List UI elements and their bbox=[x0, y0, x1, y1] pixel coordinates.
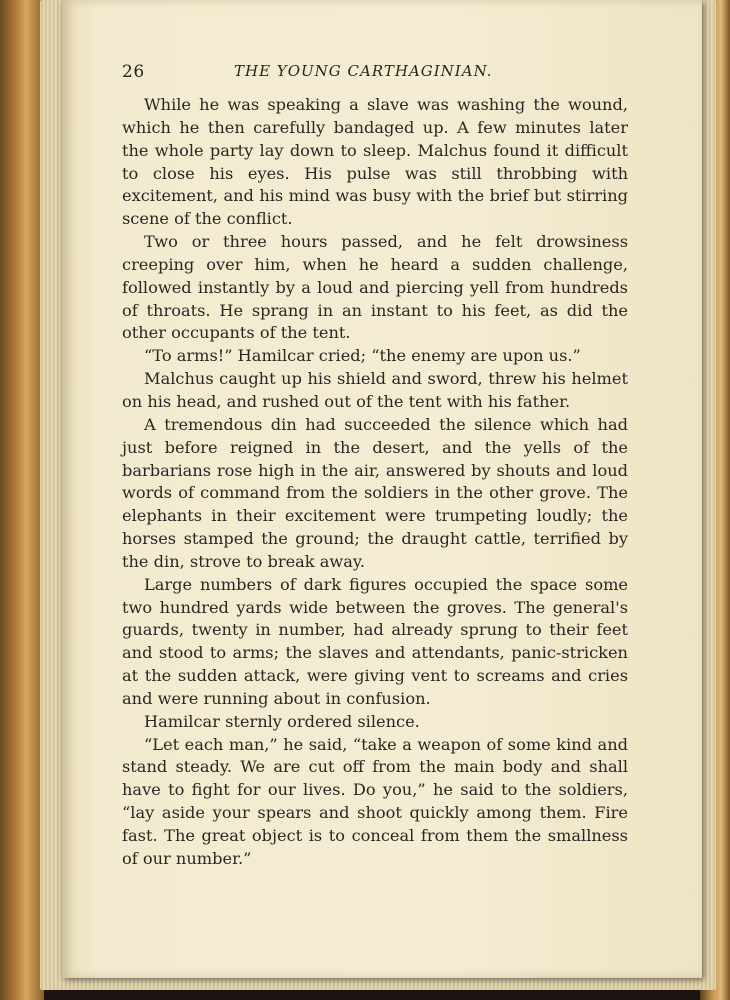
running-title: THE YOUNG CARTHAGINIAN. bbox=[234, 62, 493, 80]
paragraph: Hamilcar sternly ordered silence. bbox=[144, 711, 420, 731]
paragraph: Malchus caught up his shield and sword, threw his helmet on his head, and rushed out of the tent with his father. bbox=[122, 369, 628, 411]
paragraph: Two or three hours passed, and he felt drowsiness creeping over him, when he heard a sudden challenge, followed instantly by a loud and piercing yell from hundreds of throats. He sprang in an instant to his feet, as did the other occupants of the tent. bbox=[122, 232, 628, 343]
book-page bbox=[62, 0, 702, 978]
book-binding-left bbox=[0, 0, 44, 1000]
paragraph: While he was speaking a slave was washing the wound, which he then carefully bandaged up. A few minutes later the whole party lay down to sleep. Malchus found it difficult to close his eyes. His pulse was still throbbing with excitement, and his mind was busy with the brief but stirring scene of the conflict. bbox=[122, 95, 628, 229]
page-number: 26 bbox=[122, 62, 145, 82]
paragraph: A tremendous din had succeeded the silence which had just before reigned in the desert, and the yells of the barbarians rose high in the air, answered by shouts and loud words of command from the soldiers in the other grove. The elephants in their excitement were trumpeting loudly; the horses stamped the ground; the draught cattle, terrified by the din, strove to break away. bbox=[122, 414, 628, 571]
paragraph: “Let each man,” he said, “take a weapon of some kind and stand steady. We are cut off from the main body and shall have to fight for our lives. Do you,” he said to the soldiers, “lay aside your spears and shoot quickly among them. Fire fast. The great object is to conceal from them the smallness of our number.” bbox=[122, 734, 628, 868]
paragraph: Large numbers of dark figures occupied the space some two hundred yards wide between the groves. The general's guards, twenty in number, had already sprung to their feet and stood to arms; the slaves and attendants, panic-stricken at the sudden attack, were giving vent to screams and cries and were running about in confusion. bbox=[122, 574, 628, 708]
paragraph: “To arms!” Hamilcar cried; “the enemy are upon us.” bbox=[144, 346, 581, 366]
page-header bbox=[122, 62, 642, 88]
body-text bbox=[122, 94, 628, 871]
